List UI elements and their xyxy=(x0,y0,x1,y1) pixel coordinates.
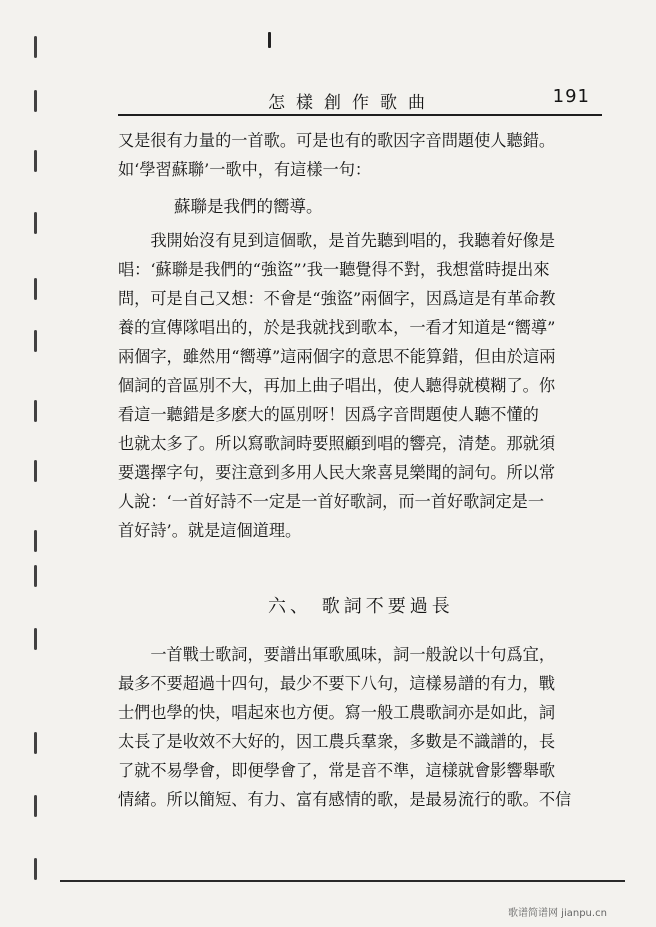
text-line: 如‘學習蘇聯’一歌中，有這樣一句： xyxy=(118,160,372,179)
site-watermark: 歌谱简谱网 jianpu.cn xyxy=(508,908,607,919)
section-heading: 六、 歌詞不要過長 xyxy=(268,596,454,617)
binding-margin-marks xyxy=(34,20,48,890)
running-header xyxy=(118,84,598,114)
text-line: 首好詩’。就是這個道理。 xyxy=(118,521,302,540)
text-line: 我開始沒有見到這個歌，是首先聽到唱的，我聽着好像是 xyxy=(118,231,556,250)
scan-mark xyxy=(268,32,271,48)
text-line: 問，可是自己又想：不會是“強盜”兩個字，因爲這是有革命教 xyxy=(118,289,556,308)
text-line: 唱：‘蘇聯是我們的“強盜”’我一聽覺得不對，我想當時提出來 xyxy=(118,260,550,279)
paragraph-1 xyxy=(118,126,602,184)
paragraph-2 xyxy=(118,226,602,545)
header-title: 怎樣創作歌曲 xyxy=(268,93,436,113)
text-line: 看這一聽錯是多麽大的區別呀！因爲字音問題使人聽不懂的 xyxy=(118,405,539,424)
header-rule xyxy=(118,114,602,116)
text-line: 太長了是收效不大好的，因工農兵羣衆，多數是不識譜的，長 xyxy=(118,732,556,751)
text-line: 士們也學的快，唱起來也方便。寫一般工農歌詞亦是如此，詞 xyxy=(118,703,556,722)
page-number: 191 xyxy=(552,86,590,107)
text-line: 情緒。所以簡短、有力、富有感情的歌，是最易流行的歌。不信 xyxy=(118,790,572,809)
paragraph-3 xyxy=(118,640,602,814)
text-line: 人說：‘一首好詩不一定是一首好歌詞，而一首好歌詞定是一 xyxy=(118,492,545,511)
text-line: 一首戰士歌詞，要譜出軍歌風味，詞一般說以十句爲宜， xyxy=(118,645,556,664)
text-line: 最多不要超過十四句，最少不要下八句，這樣易譜的有力，戰 xyxy=(118,674,556,693)
footer-rule xyxy=(60,880,625,882)
text-line: 兩個字，雖然用“嚮導”這兩個字的意思不能算錯，但由於這兩 xyxy=(118,347,556,366)
text-line: 養的宣傳隊唱出的，於是我就找到歌本，一看才知道是“嚮導” xyxy=(118,318,556,337)
text-line: 要選擇字句，要注意到多用人民大衆喜見樂聞的詞句。所以常 xyxy=(118,463,556,482)
text-line: 了就不易學會，即便學會了，常是音不準，這樣就會影響舉歌 xyxy=(118,761,556,780)
text-line: 又是很有力量的一首歌。可是也有的歌因字音問題使人聽錯。 xyxy=(118,131,556,150)
quoted-lyric: 蘇聯是我們的嚮導。 xyxy=(174,197,323,216)
text-line: 也就太多了。所以寫歌詞時要照顧到唱的響亮，清楚。那就須 xyxy=(118,434,556,453)
text-line: 個詞的音區別不大，再加上曲子唱出，使人聽得就模糊了。你 xyxy=(118,376,556,395)
